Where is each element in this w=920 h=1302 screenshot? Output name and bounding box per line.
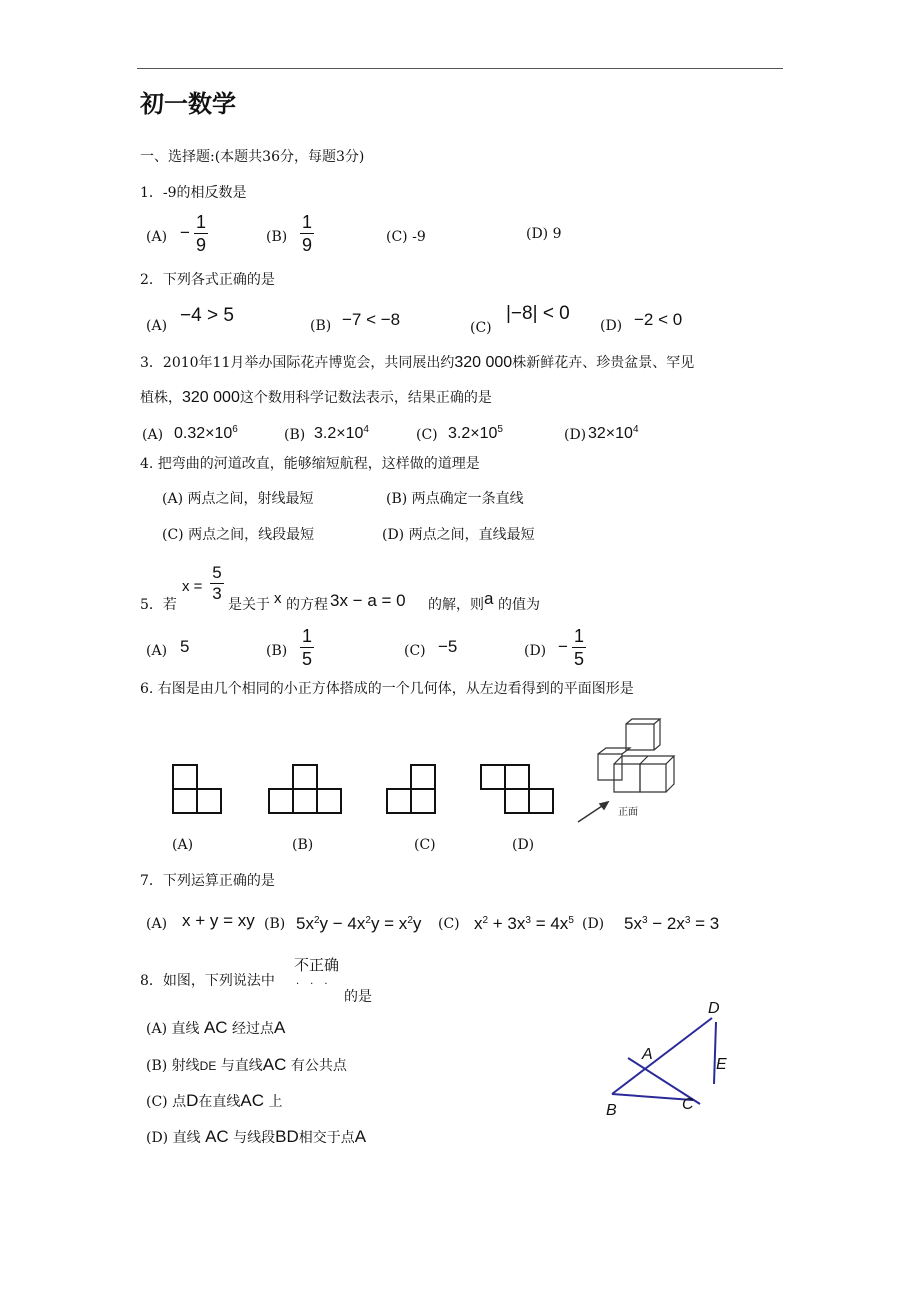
text: 与线段 — [233, 1130, 276, 1146]
q3-number: 320 000 — [182, 389, 240, 406]
exponent: 4 — [363, 424, 369, 435]
exponent: 2 — [313, 915, 320, 926]
q5-var-a: a — [484, 589, 494, 608]
q2-option-d-label: (D) — [600, 318, 623, 334]
section-heading: 一、选择题:(本题共36分，每题3分) — [140, 149, 365, 165]
numerator: 1 — [195, 212, 206, 232]
q3-option-d-label: (D) — [564, 427, 587, 443]
base: 3.2×10 — [448, 425, 498, 442]
q3-option-c-expr — [448, 421, 503, 443]
q3-option-c-label: (C) — [416, 427, 438, 443]
q4-option-c: (C) 两点之间，线段最短 — [162, 527, 315, 543]
square — [480, 764, 506, 790]
numerator: 1 — [301, 626, 312, 646]
q5-x-equals: x = — [182, 578, 203, 595]
term: 5x — [296, 914, 314, 933]
line-name: AC — [205, 1127, 229, 1146]
q5-option-d-label: (D) — [524, 643, 547, 659]
q2-option-a-label: (A) — [146, 318, 168, 334]
q4-option-b: (B) 两点确定一条直线 — [386, 491, 524, 507]
exponent: 3 — [525, 915, 531, 926]
q5-text: 的方程 — [286, 597, 328, 613]
q3-option-b-label: (B) — [284, 427, 306, 443]
q3-option-b-expr — [314, 421, 369, 443]
q7-option-c-expr — [474, 912, 574, 933]
q8-label-e: E — [716, 1056, 727, 1073]
base: 32×10 — [588, 425, 633, 442]
q5-text: 的值为 — [498, 597, 540, 613]
q7-option-a-expr: x + y = xy — [182, 911, 255, 930]
q5-option-d-sign: − — [558, 637, 568, 656]
q8-option-a — [146, 1019, 285, 1038]
q2-option-d-expr: −2 < 0 — [634, 310, 683, 329]
numerator: 1 — [301, 212, 312, 232]
q3-text: 株新鲜花卉、珍贵盆景、罕见 — [512, 355, 695, 371]
denominator: 5 — [573, 649, 584, 669]
ray-de — [714, 1022, 716, 1084]
q5-option-d-fraction — [572, 626, 586, 669]
segment-bc — [612, 1094, 692, 1100]
q2-option-b-expr: −7 < −8 — [342, 310, 401, 329]
q5-text: 的解，则 — [428, 597, 484, 613]
denominator: 5 — [301, 649, 312, 669]
segment-name: BD — [275, 1127, 299, 1146]
q1-option-b-fraction — [300, 212, 314, 255]
q8-stem-prefix: 8．如图，下列说法中 — [140, 973, 275, 989]
q2-option-b-label: (B) — [310, 318, 332, 334]
q4-stem: 4. 把弯曲的河道改直，能够缩短航程，这样做的道理是 — [140, 456, 480, 472]
square — [504, 788, 530, 814]
base: 3.2×10 — [314, 425, 364, 442]
ray-name: DE — [199, 1059, 217, 1073]
q8-label-d: D — [708, 1000, 720, 1017]
exponent: 6 — [232, 424, 238, 435]
q5-option-c-value: −5 — [438, 637, 458, 656]
q5-fraction — [210, 564, 224, 603]
q8-label-a: A — [642, 1046, 653, 1063]
q7-option-d-label: (D) — [582, 916, 605, 932]
term: + 3x — [488, 914, 526, 933]
term: = 4x — [530, 914, 569, 933]
text: (C) 点 — [146, 1094, 187, 1110]
q7-option-b-label: (B) — [264, 916, 286, 932]
q8-emphasis-dots: ··· — [296, 979, 339, 990]
base: 0.32×10 — [174, 425, 233, 442]
q5-prefix: 5．若 — [140, 597, 177, 613]
denominator: 9 — [195, 235, 206, 255]
q1-stem: 1．-9的相反数是 — [140, 185, 247, 201]
point-name: A — [354, 1127, 367, 1146]
q6-label-b: (B) — [292, 837, 314, 853]
q3-option-a-expr — [174, 421, 238, 443]
q5-equation: 3x − a = 0 — [330, 591, 406, 610]
exponent: 2 — [482, 915, 489, 926]
q8-emphasis: 不正确 — [294, 956, 340, 974]
q5-var-x: x — [274, 590, 282, 607]
q5-option-a-value: 5 — [180, 637, 190, 656]
exponent: 2 — [365, 915, 371, 926]
numerator: 1 — [573, 626, 584, 646]
term: = 3 — [690, 914, 720, 933]
line-name: AC — [240, 1091, 264, 1110]
q8-label-c: C — [682, 1096, 694, 1113]
q7-option-a-label: (A) — [146, 916, 168, 932]
q7-option-d-expr — [624, 912, 719, 933]
square — [196, 788, 222, 814]
q5-option-b-label: (B) — [266, 643, 288, 659]
exponent: 5 — [497, 424, 503, 435]
q6-label-a: (A) — [172, 837, 194, 853]
text: (D) 直线 — [146, 1130, 201, 1146]
q1-option-b-label: (B) — [266, 229, 288, 245]
q6-stem: 6. 右图是由几个相同的小正方体搭成的一个几何体，从左边看得到的平面图形是 — [140, 681, 634, 697]
q1-option-c: (C) -9 — [386, 229, 426, 245]
denominator: 9 — [301, 235, 312, 255]
term: y — [412, 914, 422, 933]
q3-number: 320 000 — [454, 354, 513, 371]
term: y = x — [370, 914, 408, 933]
line-name: AC — [203, 1018, 228, 1037]
q3-text: 3．2010年11月举办国际花卉博览会，共同展出约 — [140, 355, 455, 371]
page-title: 初一数学 — [140, 90, 236, 118]
q4-option-d: (D) 两点之间，直线最短 — [382, 527, 535, 543]
numerator: 5 — [212, 563, 222, 582]
q1-option-a-fraction — [194, 212, 208, 255]
square — [504, 764, 530, 790]
segment-bd — [612, 1018, 712, 1094]
text: 相交于点 — [298, 1130, 355, 1146]
q5-text: 是关于 — [228, 597, 270, 613]
text: (B) 射线 — [146, 1058, 200, 1074]
q3-stem-line1 — [140, 354, 694, 372]
exponent: 4 — [632, 424, 639, 435]
denominator: 3 — [212, 584, 222, 603]
q2-option-c-label: (C) — [470, 320, 492, 336]
q3-option-d-expr — [588, 421, 639, 443]
line-name: AC — [262, 1055, 287, 1074]
square — [172, 788, 198, 814]
q1-option-a-sign: − — [180, 223, 190, 242]
q5-option-c-label: (C) — [404, 643, 426, 659]
square — [172, 764, 198, 790]
exponent: 3 — [641, 915, 648, 926]
q7-option-c-label: (C) — [438, 916, 460, 932]
q3-text: 植株， — [140, 390, 182, 406]
q1-option-d: (D) 9 — [526, 226, 562, 242]
term: x — [474, 914, 483, 933]
term: y − 4x — [319, 914, 366, 933]
square — [292, 764, 318, 790]
text: (A) 直线 — [146, 1021, 200, 1037]
text: 有公共点 — [290, 1058, 347, 1074]
exponent: 2 — [407, 915, 413, 926]
q3-option-a-label: (A) — [142, 427, 164, 443]
q1-option-a-label: (A) — [146, 229, 168, 245]
square — [268, 788, 294, 814]
q3-text: 这个数用科学记数法表示，结果正确的是 — [239, 390, 492, 406]
q8-stem-suffix: 的是 — [344, 989, 372, 1005]
square — [410, 788, 436, 814]
text: 上 — [268, 1094, 283, 1110]
square — [316, 788, 342, 814]
text: 经过点 — [232, 1021, 275, 1037]
q7-stem: 7．下列运算正确的是 — [140, 873, 275, 889]
q2-option-a-expr: −4 > 5 — [180, 305, 234, 326]
q6-label-c: (C) — [414, 837, 436, 853]
point-name: A — [274, 1018, 286, 1037]
q8-option-b — [146, 1056, 347, 1075]
term: − 2x — [647, 914, 685, 933]
header-rule — [137, 68, 783, 69]
exponent: 3 — [684, 915, 691, 926]
exponent: 5 — [568, 915, 574, 926]
square — [528, 788, 554, 814]
square — [386, 788, 412, 814]
text: 在直线 — [198, 1094, 241, 1110]
term: 5x — [624, 914, 642, 933]
q8-label-b: B — [606, 1102, 617, 1119]
q8-option-c — [146, 1092, 282, 1111]
square — [410, 764, 436, 790]
square — [292, 788, 318, 814]
q6-front-label: 正面 — [618, 807, 638, 818]
point-name: D — [186, 1091, 199, 1110]
q5-option-a-label: (A) — [146, 643, 168, 659]
q2-stem: 2．下列各式正确的是 — [140, 272, 275, 288]
text: 与直线 — [220, 1058, 263, 1074]
q8-option-d — [146, 1128, 366, 1147]
q2-option-c-expr: |−8| < 0 — [506, 303, 570, 324]
q6-label-d: (D) — [512, 837, 535, 853]
q3-stem-line2 — [140, 389, 492, 407]
q5-option-b-fraction — [300, 626, 314, 669]
q4-option-a: (A) 两点之间，射线最短 — [162, 491, 314, 507]
q7-option-b-expr — [296, 912, 421, 933]
